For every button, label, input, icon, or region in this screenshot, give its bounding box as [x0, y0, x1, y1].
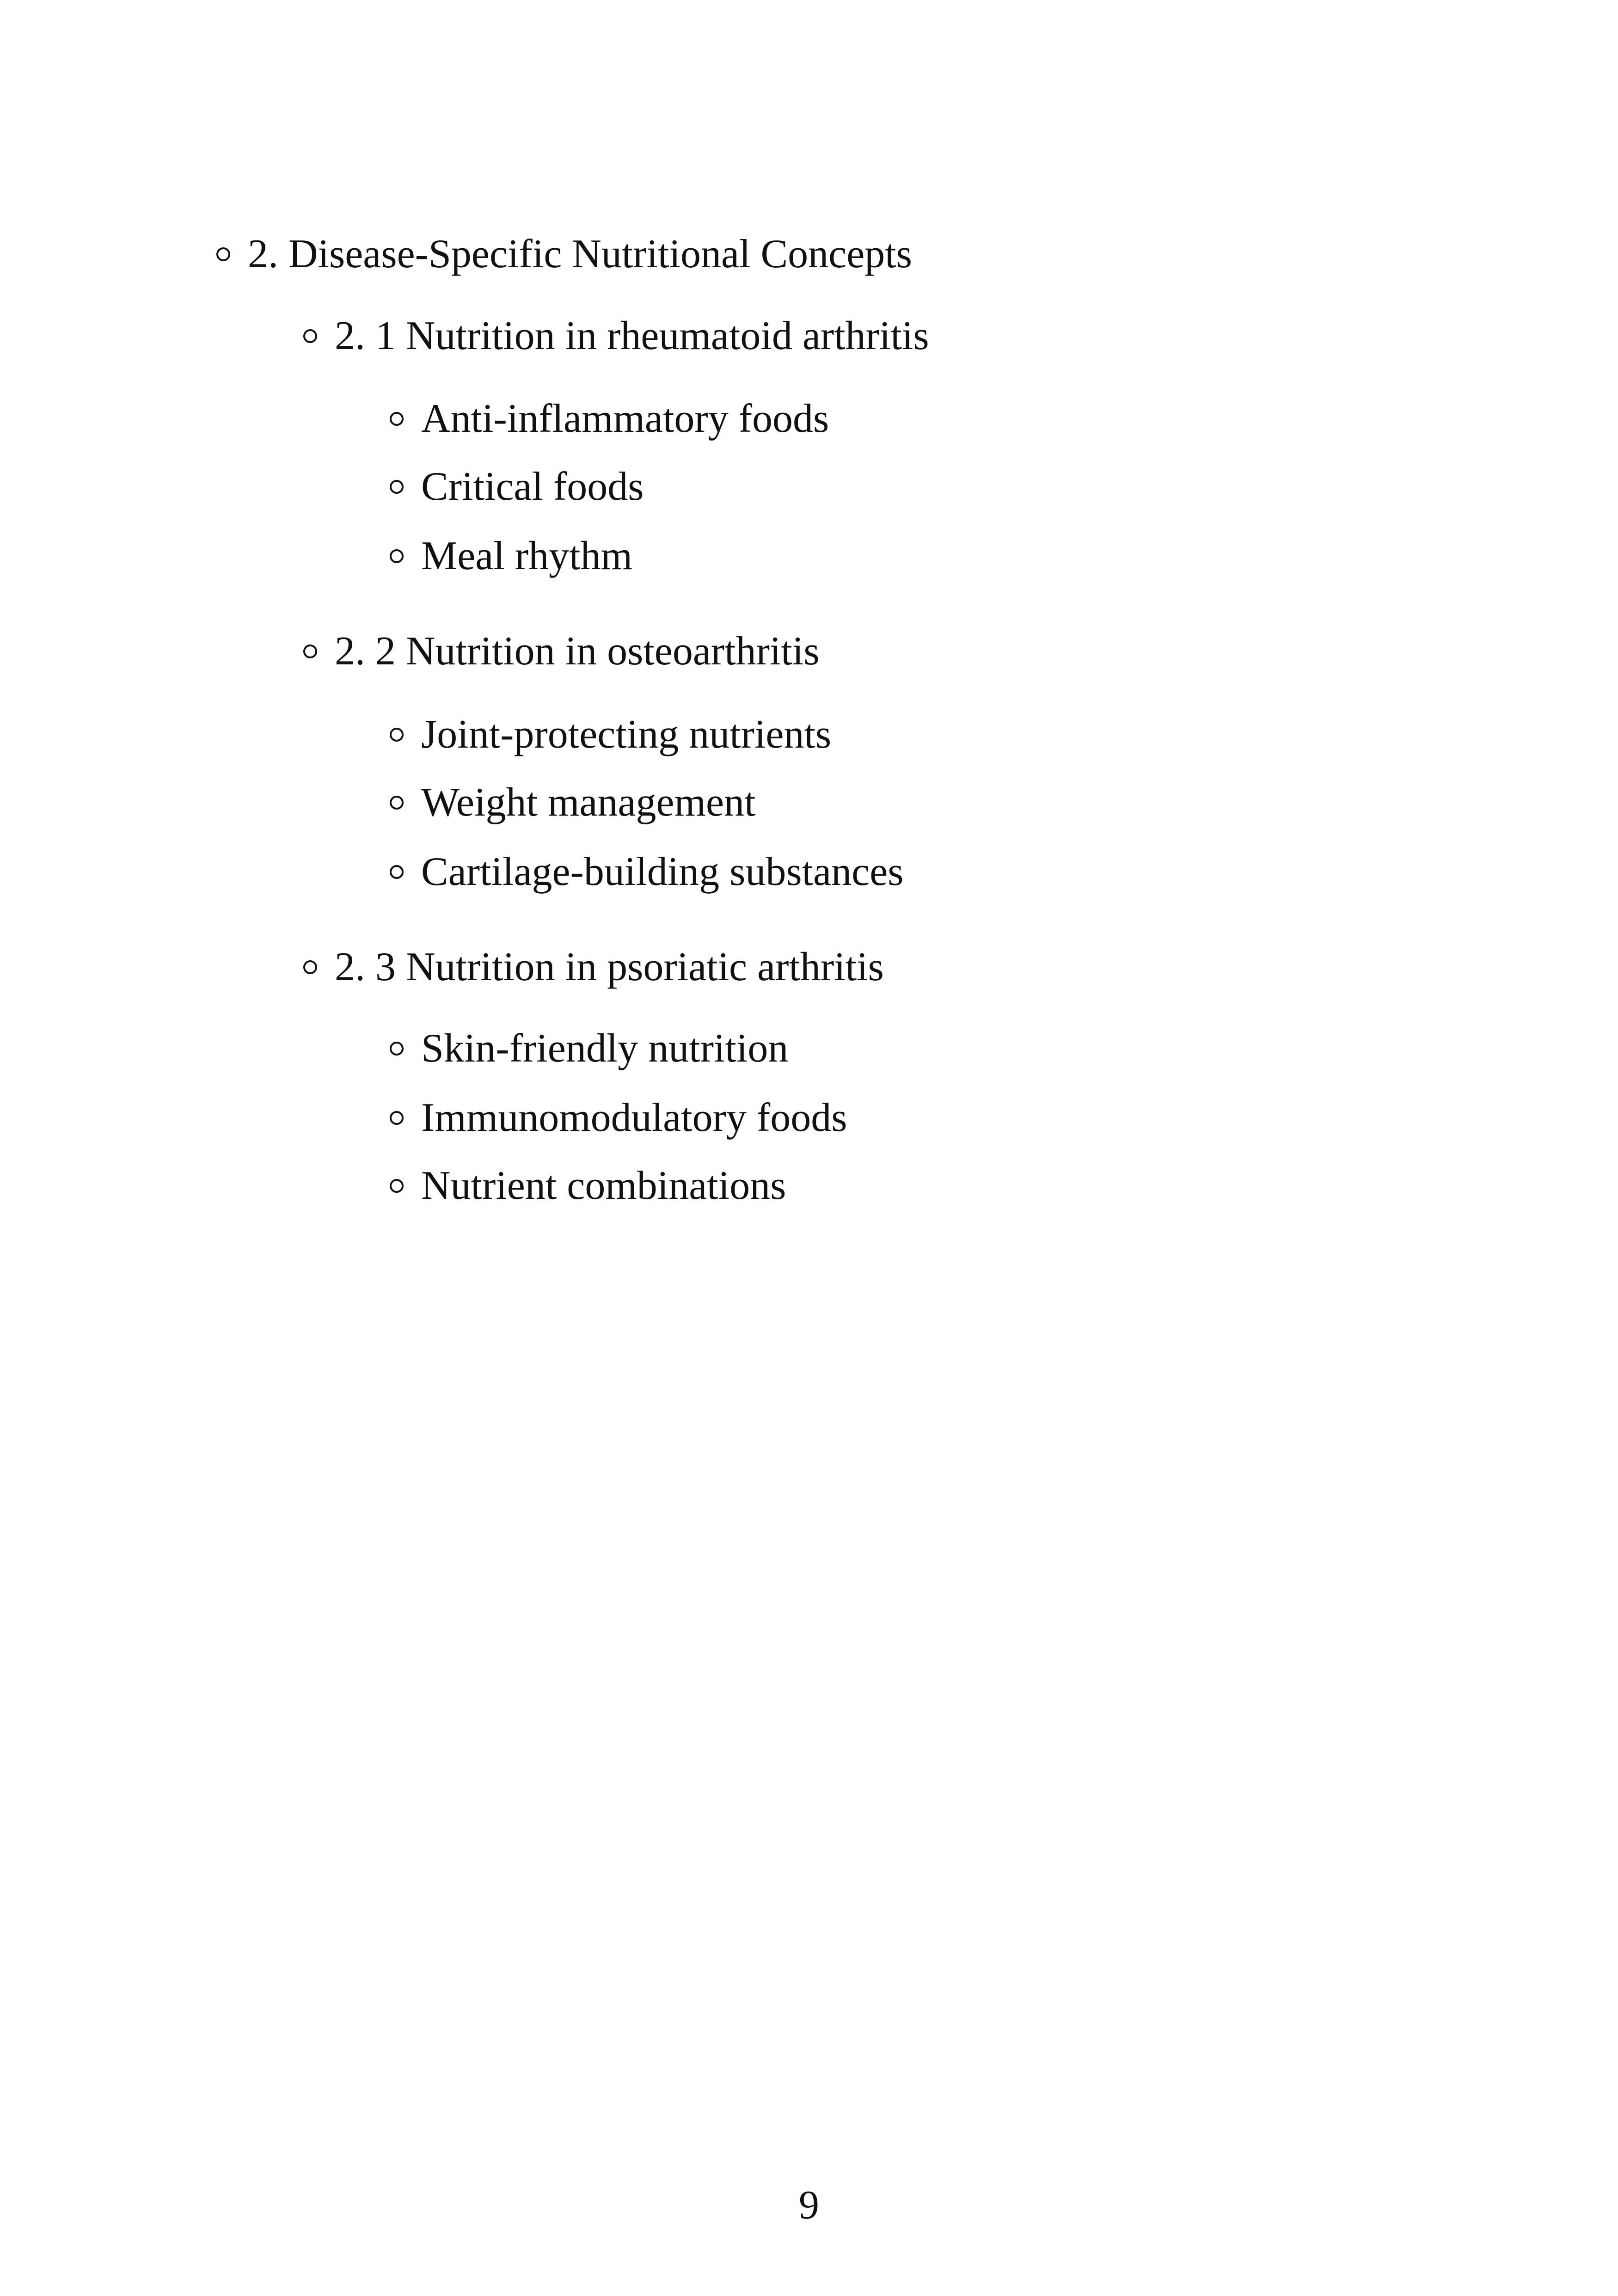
outline-item	[390, 780, 756, 826]
outline-item	[390, 1095, 847, 1141]
outline-item	[390, 533, 632, 579]
subsection-label: 2. 3 Nutrition in psoriatic arthritis	[335, 945, 884, 989]
hollow-circle-bullet-icon	[390, 1111, 404, 1125]
hollow-circle-bullet-icon	[303, 960, 317, 974]
hollow-circle-bullet-icon	[390, 412, 404, 426]
item-label: Cartilage-building substances	[421, 849, 904, 894]
item-label: Meal rhythm	[421, 534, 633, 578]
hollow-circle-bullet-icon	[390, 796, 404, 810]
hollow-circle-bullet-icon	[216, 247, 230, 261]
hollow-circle-bullet-icon	[390, 480, 404, 494]
hollow-circle-bullet-icon	[303, 645, 317, 658]
item-label: Critical foods	[421, 464, 644, 509]
subsection-label: 2. 2 Nutrition in osteoarthritis	[335, 629, 820, 674]
outline-subsection-heading	[303, 313, 929, 359]
hollow-circle-bullet-icon	[303, 329, 317, 343]
item-label: Joint-protecting nutrients	[421, 712, 832, 757]
page-number: 9	[799, 2183, 819, 2228]
item-label: Weight management	[421, 780, 756, 825]
outline-item	[390, 849, 904, 895]
hollow-circle-bullet-icon	[390, 1179, 404, 1193]
section-label: 2. Disease-Specific Nutritional Concepts	[248, 232, 912, 276]
item-label: Skin-friendly nutrition	[421, 1026, 789, 1071]
outline-item	[390, 712, 831, 758]
item-label: Anti-inflammatory foods	[421, 396, 829, 441]
hollow-circle-bullet-icon	[390, 549, 404, 563]
outline-item	[390, 1025, 788, 1072]
outline-subsection-heading	[303, 628, 820, 675]
hollow-circle-bullet-icon	[390, 728, 404, 742]
hollow-circle-bullet-icon	[390, 1042, 404, 1056]
subsection-label: 2. 1 Nutrition in rheumatoid arthritis	[335, 313, 929, 358]
outline-item	[390, 464, 644, 510]
item-label: Immunomodulatory foods	[421, 1095, 847, 1140]
outline-item	[390, 1163, 786, 1209]
outline-section-heading	[216, 231, 912, 277]
hollow-circle-bullet-icon	[390, 865, 404, 879]
item-label: Nutrient combinations	[421, 1163, 786, 1208]
outline-subsection-heading	[303, 944, 884, 990]
outline-item	[390, 396, 829, 442]
